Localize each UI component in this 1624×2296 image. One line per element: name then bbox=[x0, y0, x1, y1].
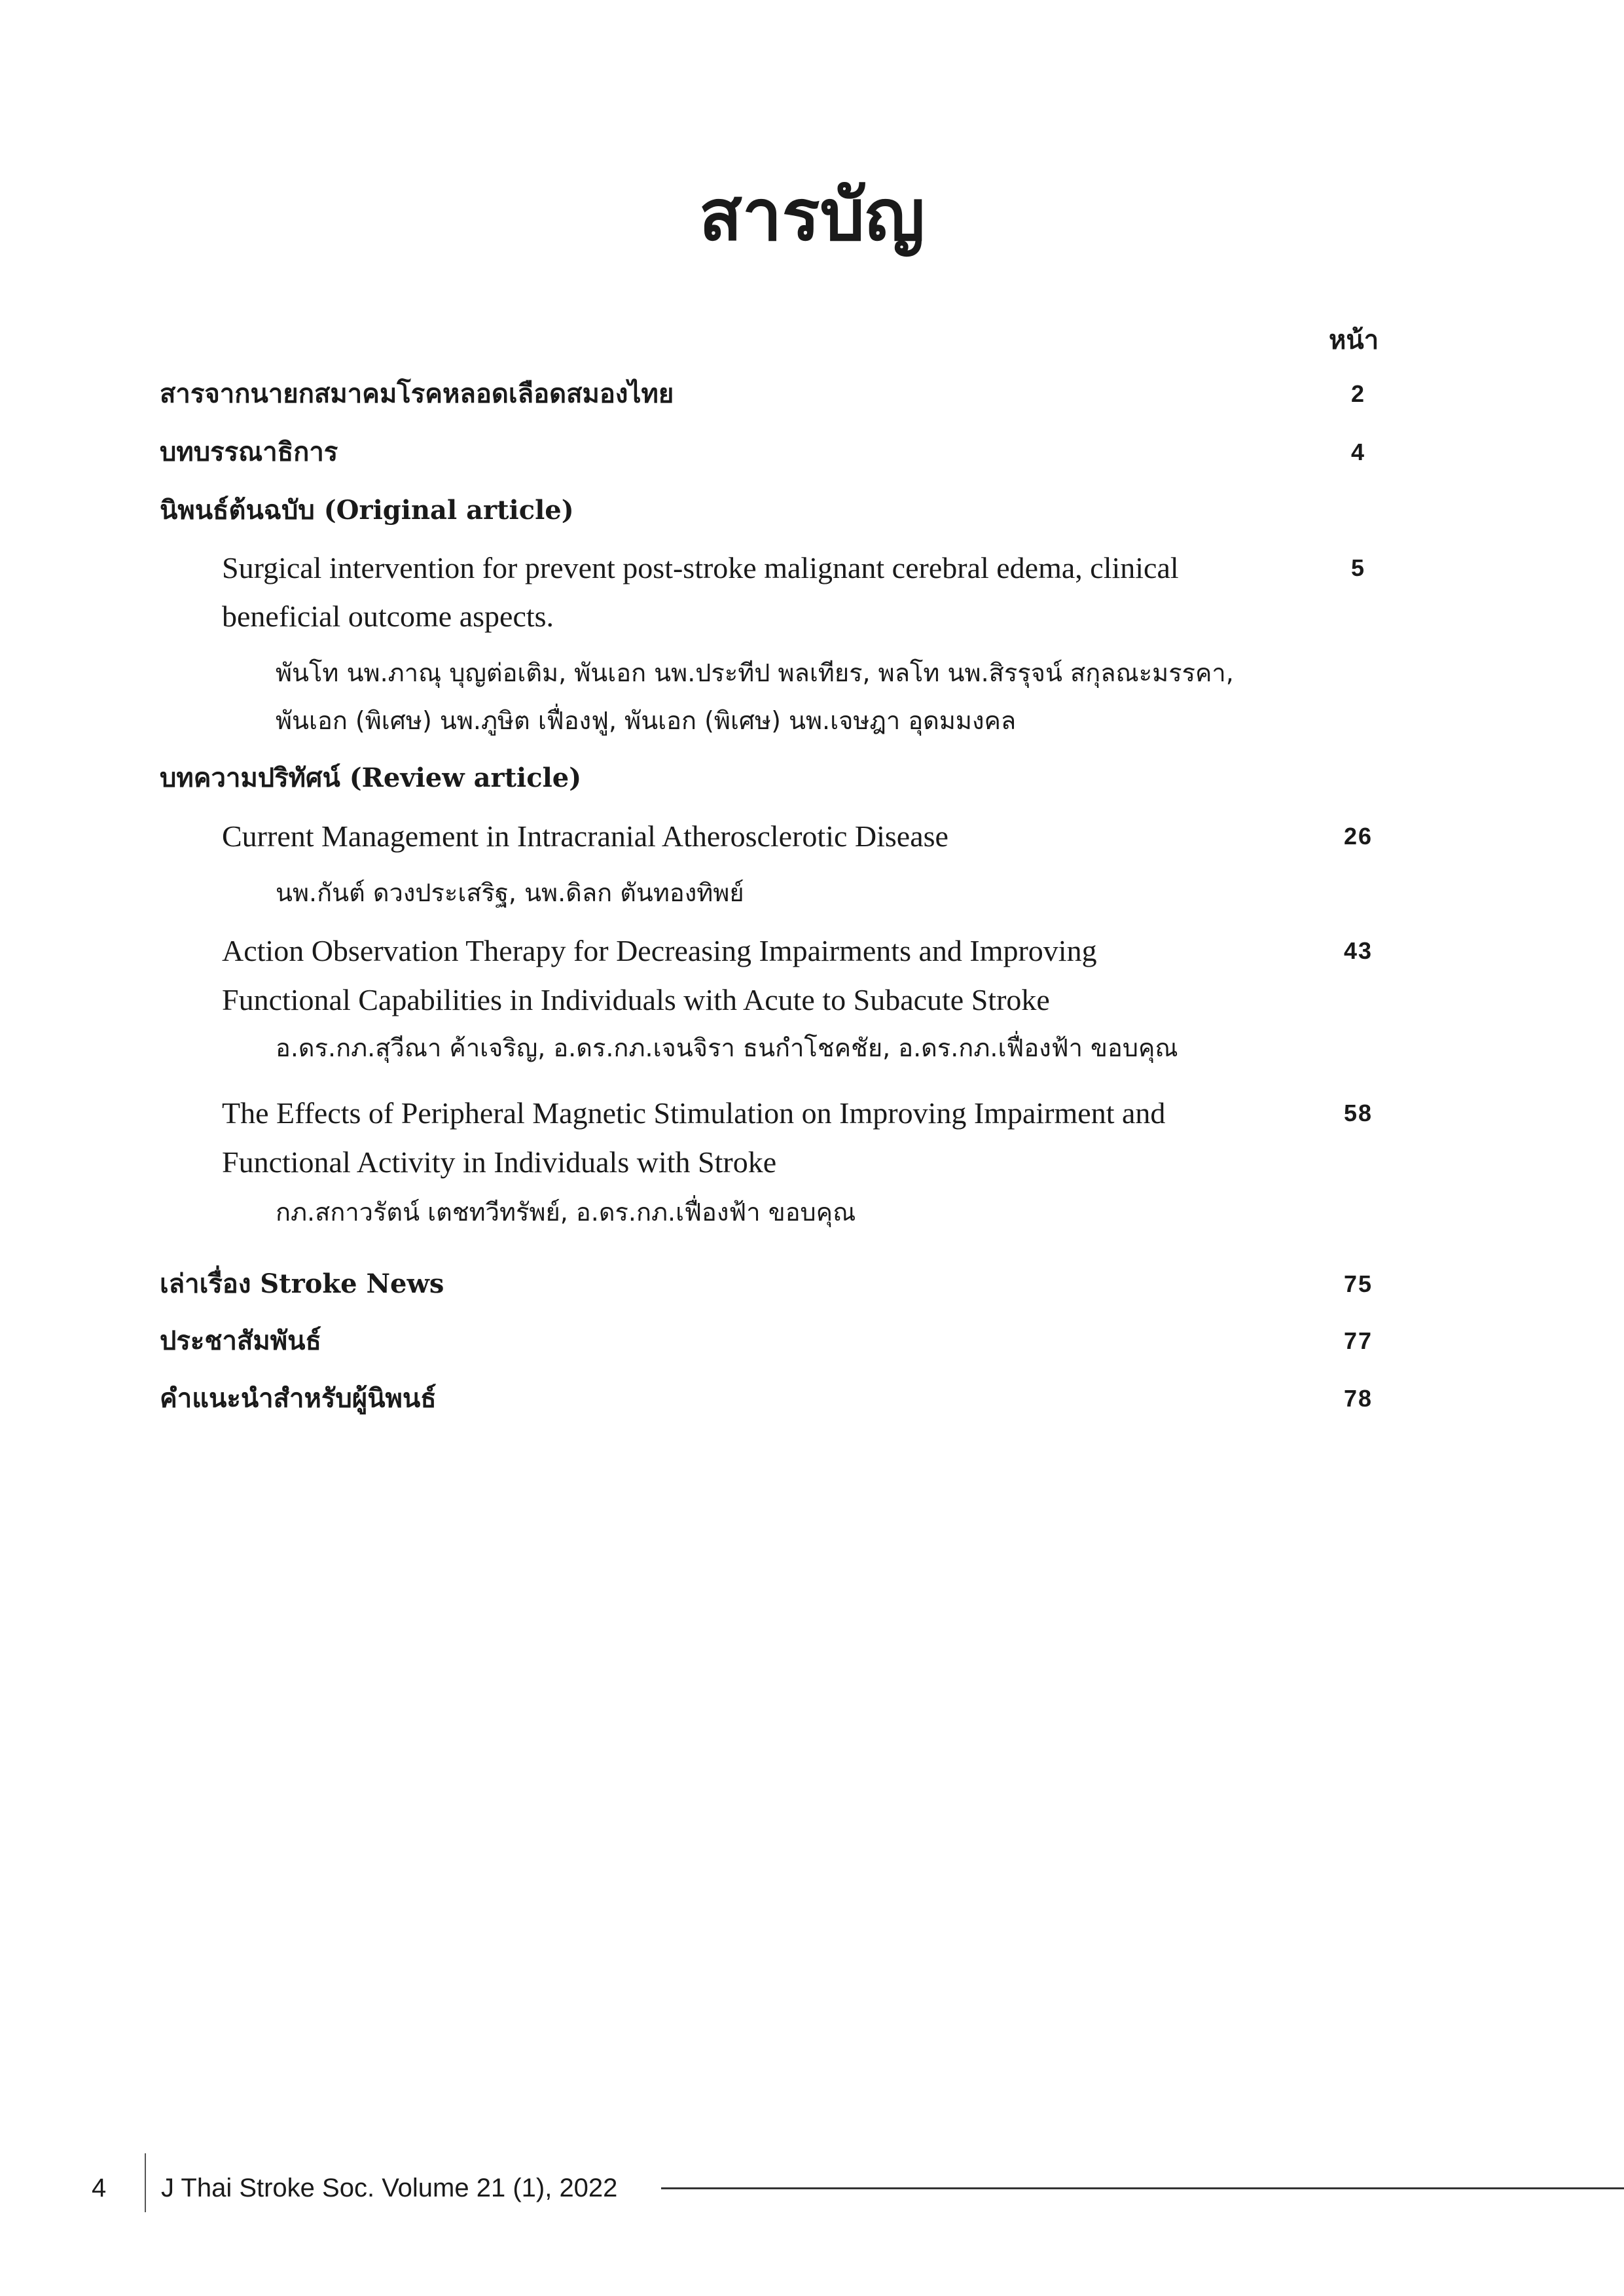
toc-entry-public-relations[interactable]: ประชาสัมพันธ์ bbox=[160, 1325, 321, 1356]
toc-article-title[interactable]: Current Management in Intracranial Atherosclerotic Disease bbox=[222, 819, 948, 853]
toc-page-number: 58 bbox=[1343, 1100, 1373, 1126]
toc-entry-editorial[interactable]: บทบรรณาธิการ bbox=[160, 437, 338, 467]
footer-rule bbox=[661, 2187, 1624, 2189]
toc-article-authors: กภ.สกาวรัตน์ เตชทวีทรัพย์, อ.ดร.กภ.เฟื่องฟ้า ขอบคุณ bbox=[276, 1198, 856, 1227]
toc-page-number: 2 bbox=[1350, 380, 1366, 407]
toc-page-number: 26 bbox=[1343, 823, 1373, 850]
toc-article-authors: พันเอก (พิเศษ) นพ.ภูษิต เฟื่องฟู, พันเอก (พิเศษ) นพ.เจษฎา อุดมมงคล bbox=[276, 706, 1017, 735]
toc-page-number: 43 bbox=[1343, 937, 1373, 964]
footer-journal-citation: J Thai Stroke Soc. Volume 21 (1), 2022 bbox=[161, 2174, 618, 2202]
toc-article-title[interactable]: Surgical intervention for prevent post-stroke malignant cerebral edema, clinical bbox=[222, 551, 1179, 584]
toc-section-review-article: บทความปริทัศน์ (Review article) bbox=[160, 762, 582, 793]
toc-page-number: 4 bbox=[1350, 439, 1366, 465]
toc-entry-author-guide[interactable]: คำแนะนำสำหรับผู้นิพนธ์ bbox=[160, 1383, 437, 1414]
toc-page-number: 77 bbox=[1343, 1327, 1373, 1354]
toc-article-title[interactable]: Action Observation Therapy for Decreasing Impairments and Improving bbox=[222, 934, 1097, 967]
footer-page-number: 4 bbox=[92, 2174, 107, 2202]
toc-article-title[interactable]: Functional Activity in Individuals with Stroke bbox=[222, 1145, 777, 1179]
page-title: สารบัญ bbox=[698, 175, 926, 257]
page-column-header: หน้า bbox=[1329, 325, 1379, 355]
toc-page-number: 75 bbox=[1343, 1270, 1373, 1297]
toc-entry-president-message[interactable]: สารจากนายกสมาคมโรคหลอดเลือดสมองไทย bbox=[160, 378, 674, 409]
toc-section-original-article: นิพนธ์ต้นฉบับ (Original article) bbox=[160, 495, 574, 526]
toc-article-title[interactable]: The Effects of Peripheral Magnetic Stimulation on Improving Impairment and bbox=[222, 1096, 1166, 1130]
toc-article-authors: พันโท นพ.ภาณุ บุญต่อเติม, พันเอก นพ.ประทีป พลเทียร, พลโท นพ.สิรรุจน์ สกุลณะมรรคา, bbox=[276, 658, 1234, 687]
toc-article-authors: นพ.กันต์ ดวงประเสริฐ, นพ.ดิลก ตันทองทิพย์ bbox=[276, 878, 744, 907]
toc-page-number: 5 bbox=[1350, 554, 1366, 581]
toc-page-number: 78 bbox=[1343, 1385, 1373, 1412]
toc-article-title[interactable]: beneficial outcome aspects. bbox=[222, 600, 554, 633]
toc-entry-stroke-news[interactable]: เล่าเรื่อง Stroke News bbox=[160, 1268, 444, 1299]
toc-article-authors: อ.ดร.กภ.สุวีณา ค้าเจริญ, อ.ดร.กภ.เจนจิรา ธนกำโชคชัย, อ.ดร.กภ.เฟื่องฟ้า ขอบคุณ bbox=[276, 1033, 1178, 1062]
footer-divider bbox=[145, 2153, 146, 2212]
toc-article-title[interactable]: Functional Capabilities in Individuals with Acute to Subacute Stroke bbox=[222, 983, 1050, 1016]
